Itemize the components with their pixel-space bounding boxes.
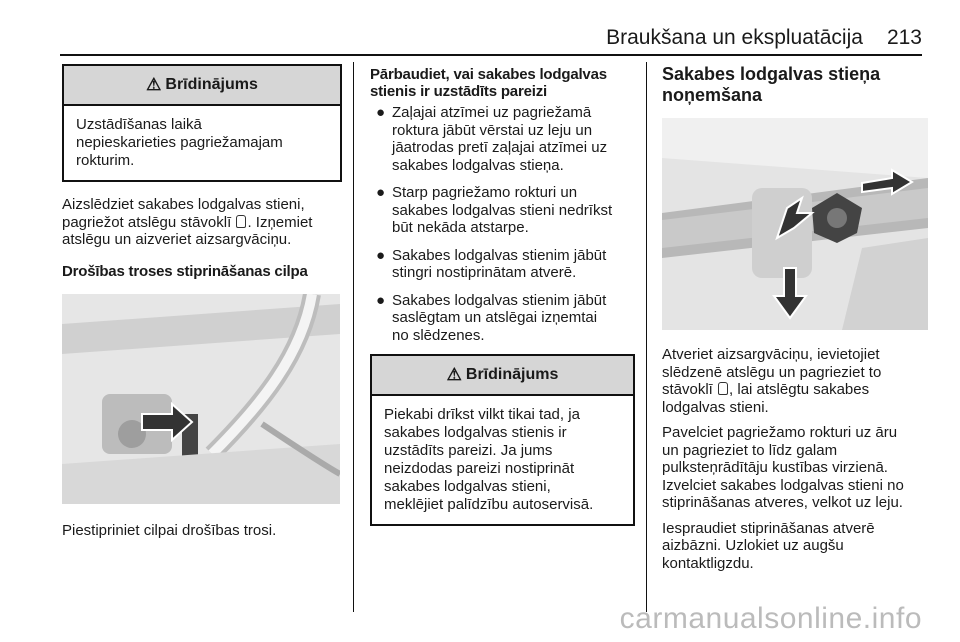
- warning-box-install: [62, 64, 342, 182]
- warning-body: Piekabi drīkst vilkt tikai tad, ja sakabes lodgalvas stienis ir uzstādīts pareizi. Ja jums neizdodas pareizi nostiprināt sakabes lodgalvas stieni, meklējiet palīdzību autoservisā.: [384, 406, 594, 513]
- column-divider-2: [646, 62, 647, 612]
- warning-header: [64, 66, 340, 106]
- list-item: ● Zaļajai atzīmei uz pagriežamā roktura jābūt vērstai uz leju un jāatrodas pretī zaļajai atzīmei uz sakabes lodgalvas stieņa.: [376, 104, 608, 174]
- column-1: [62, 64, 342, 540]
- warning-header: [372, 356, 633, 396]
- unlock-instruction: Atveriet aizsargvāciņu, ievietojiet slēdzenē atslēgu un pagrieziet to stāvoklī , lai atslēgtu sakabes lodgalvas stieni.: [662, 346, 882, 416]
- safety-cable-loop-illustration: [62, 294, 340, 504]
- lock-closed-icon: [236, 215, 246, 228]
- pull-instruction: Pavelciet pagriežamo rokturi uz āru un pagrieziet to līdz galam pulksteņrādītāju kustības virzienā. Izvelciet sakabes lodgalvas stieni no stiprināšanas atveres, velkot uz leju.: [662, 424, 904, 511]
- lock-open-icon: [718, 382, 728, 395]
- removal-heading: Sakabes lodgalvas stieņa noņemšana: [662, 64, 881, 105]
- lock-instruction: Aizslēdziet sakabes lodgalvas stieni, pagriežot atslēgu stāvoklī . Izņemiet atslēgu un aizveriet aizsargvāciņu.: [62, 196, 313, 248]
- warning-title: Brīdinājums: [465, 366, 559, 384]
- column-divider-1: [353, 62, 354, 612]
- tow-bar-removal-illustration: [662, 118, 928, 330]
- watermark: carmanualsonline.info: [619, 602, 922, 635]
- page-header: [606, 26, 922, 50]
- warning-triangle-icon: ⚠: [446, 365, 462, 385]
- chapter-title: Braukšana un ekspluatācija: [606, 26, 863, 49]
- check-heading: Pārbaudiet, vai sakabes lodgalvas stienis ir uzstādīts pareizi: [370, 66, 607, 100]
- list-item: ● Sakabes lodgalvas stienim jābūt saslēgtam un atslēgai izņemtai no slēdzenes.: [376, 291, 607, 344]
- check-list: [370, 104, 635, 344]
- plug-instruction: Iespraudiet stiprināšanas atverē aizbāzni. Uzlokiet uz augšu kontaktligzdu.: [662, 519, 875, 572]
- warning-title: Brīdinājums: [165, 76, 258, 94]
- header-divider: [60, 54, 922, 56]
- warning-triangle-icon: ⚠: [146, 75, 162, 95]
- column-2: [370, 64, 635, 526]
- page-number: 213: [886, 26, 922, 49]
- section-subheading: Drošības troses stiprināšanas cilpa: [62, 262, 308, 280]
- warning-body: Uzstādīšanas laikā nepieskarieties pagriežamajam rokturim.: [76, 116, 283, 169]
- image-caption: Piestipriniet cilpai drošības trosi.: [62, 522, 277, 539]
- list-item: ● Sakabes lodgalvas stienim jābūt stingri nostiprinātam atverē.: [376, 246, 607, 281]
- warning-box-towing: [370, 354, 635, 526]
- list-item: ● Starp pagriežamo rokturi un sakabes lodgalvas stieni nedrīkst būt nekāda atstarpe.: [376, 184, 613, 236]
- column-3: [662, 64, 928, 572]
